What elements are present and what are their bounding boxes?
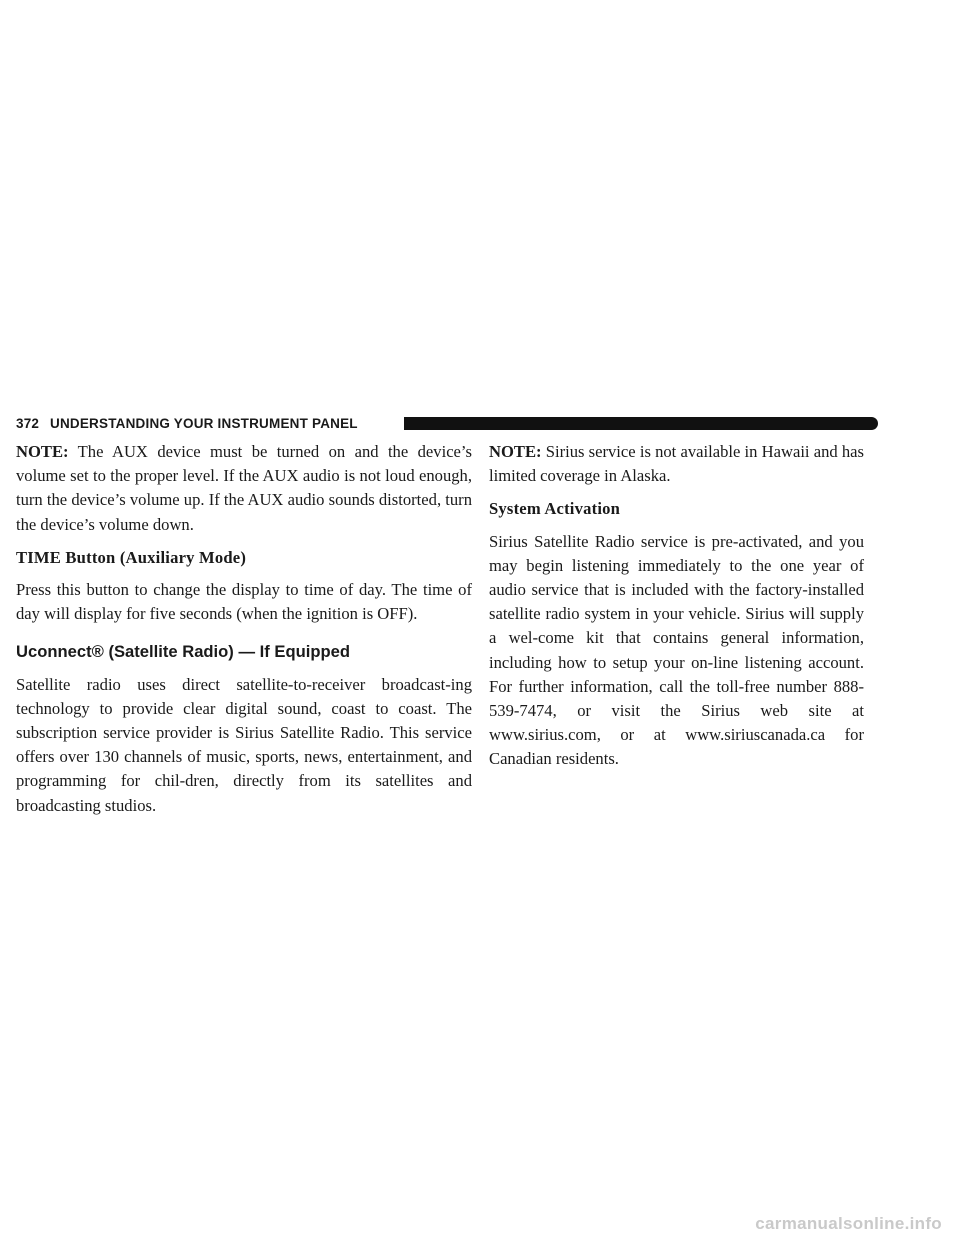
- right-column: [489, 440, 864, 781]
- page-header: [16, 413, 864, 435]
- header-bar: [404, 417, 878, 430]
- time-button-text: Press this button to change the display to time of day. The time of day will display for five seconds (when the ignition is OFF).: [16, 580, 472, 624]
- system-activation-text: Sirius Satellite Radio service is pre-activated, and you may begin listening immediately to the one year of audio service that is included with the factory-installed satellite radio system in your vehicle. Sirius will supply a wel-come kit that contains general information, including how to setup your on-line listening account. For further information, call the toll-free number 888-539-7474, or visit the Sirius web site at www.sirius.com, or at www.siriuscanada.ca for Canadian residents.: [489, 531, 864, 769]
- note-label: NOTE:: [16, 442, 69, 461]
- aux-note: [16, 440, 472, 537]
- watermark: carmanualsonline.info: [755, 1214, 942, 1233]
- satellite-radio-text: Satellite radio uses direct satellite-to-receiver broadcast-ing technology to provide clear digital sound, coast to coast. The subscription service provider is Sirius Satellite Radio. This service offers over 130 channels of music, sports, news, entertainment, and programming for chil-dren, directly from its satellites and broadcasting studios.: [16, 674, 472, 815]
- section-title: UNDERSTANDING YOUR INSTRUMENT PANEL: [50, 416, 358, 431]
- page-number: 372: [16, 416, 40, 431]
- note-label: NOTE:: [489, 442, 542, 461]
- note-text: The AUX device must be turned on and the device’s volume set to the proper level. If the AUX audio is not loud enough, turn the device’s volume up. If the AUX audio sounds distorted, turn the device’s volume down.: [16, 442, 472, 534]
- left-column: [16, 440, 472, 827]
- time-button-heading: TIME Button (Auxiliary Mode): [16, 547, 247, 567]
- satellite-radio-heading: Uconnect® (Satellite Radio) — If Equipped: [16, 642, 350, 662]
- system-activation-heading: System Activation: [489, 499, 621, 519]
- sirius-note: [489, 440, 864, 488]
- note-text: Sirius service is not available in Hawaii and has limited coverage in Alaska.: [489, 442, 864, 486]
